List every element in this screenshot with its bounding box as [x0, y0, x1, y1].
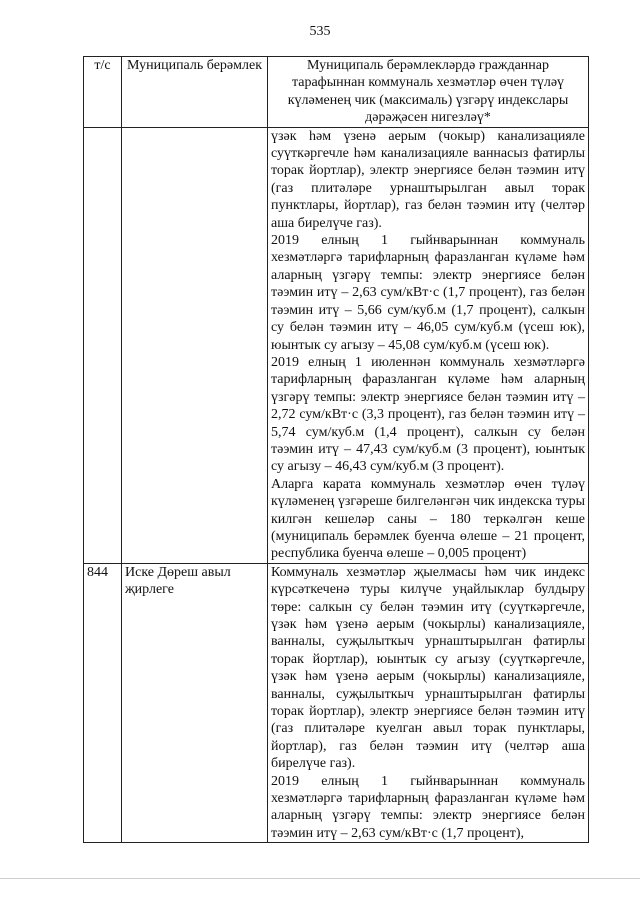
page-number: 535 [309, 24, 331, 39]
cell-basis-844 [268, 563, 589, 843]
cell-municipality-empty [122, 127, 268, 563]
header-row [84, 57, 589, 128]
cell-number-empty [84, 127, 122, 563]
cell-municipality-name: Иске Дөреш авыл җирлеге [122, 563, 268, 843]
paragraph: 2019 елның 1 гыйнварыннан коммуналь хезмәтләргә тарифларның фаразланган күләме һәм аларның үзгәрү темпы: электр энергиясе белән тәэмин итү – 2,63 сум/кВт·с (1,7 процент), газ белән тәэмин итү – 5,66 сум/куб.м (1,7 процент), салкын су белән тәэмин итү – 46,05 сум/куб.м (үсеш юк), юынтык су агызу – 45,08 сум/куб.м (үсеш юк). [271, 233, 585, 353]
paragraph: 2019 елның 1 гыйнварыннан коммуналь хезмәтләргә тарифларның фаразланган күләме һәм аларның үзгәрү темпы: электр энергиясе белән тәэмин итү – 2,63 сум/кВт·с (1,7 процент), [271, 773, 585, 841]
paragraph: Аларга карата коммуналь хезмәтләр өчен түләү күләменең үзгәреше билгеләнгән чик индекска туры килгән кешеләр саны – 180 теркәлгән кеше (муниципаль берәмлек буенча өлеше – 21 процент, республика буенча өлеше – 0,005 процент) [271, 476, 585, 562]
header-municipality: Муниципаль берәмлек [122, 57, 268, 128]
paragraph: Коммуналь хезмәтләр җыелмасы һәм чик индекс күрсәткеченә туры килүче уңайлыклар булдыру төре: салкын су белән тәэмин итү (суүткәргечле, үзәк һәм үзенә аерым (чокырлы) канализацияле, ванналы, суҗылыткыч урнаштырылган фатирлы торак йортлар), юынтык су агызу (суүткәргечле, үзәк һәм үзенә аерым (чокырлы) канализацияле, ванналы, суҗылыткыч урнаштырылган фатирлы торак йортлар), электр энергиясе белән тәэмин итү (газ плитәләре куелган авыл торак пунктлары, йортлар), газ белән тәэмин итү (челтәр аша бирелүче газ). [271, 564, 585, 772]
table-header [84, 57, 589, 128]
header-ts: т/с [84, 57, 122, 128]
indices-table [83, 56, 589, 843]
paragraph: үзәк һәм үзенә аерым (чокыр) канализацияле суүткәргечле һәм канализацияле ваннасыз фатирлы торак йортлар), электр энергиясе белән тәэмин итү (газ плитәләре урнаштырылган авыл торак пунктлары, йортлар), газ белән тәэмин итү (челтәр аша бирелүче газ). [271, 128, 585, 231]
table-row-continuation [84, 127, 589, 563]
cell-basis-continuation [268, 127, 589, 563]
header-basis: Муниципаль берәмлекләрдә гражданнар тарафыннан коммуналь хезмәтләр өчен түләү күләменең чик (максималь) үзгәрү индекслары дәрәҗәсен нигезләү* [268, 57, 589, 128]
table-row-844 [84, 563, 589, 843]
page-bottom-divider [0, 878, 640, 879]
cell-row-number: 844 [84, 563, 122, 843]
paragraph: 2019 елның 1 июленнән коммуналь хезмәтләргә тарифларның фаразланган күләме һәм аларның үзгәрү темпы: электр энергиясе белән тәэмин итү – 2,72 сум/кВт·с (3,3 процент), газ белән тәэмин итү – 5,74 сум/куб.м (1,4 процент), салкын су белән тәэмин итү – 47,43 сум/куб.м (3 процент), юынтык су агызу – 46,43 сум/куб.м (3 процент). [271, 354, 585, 475]
